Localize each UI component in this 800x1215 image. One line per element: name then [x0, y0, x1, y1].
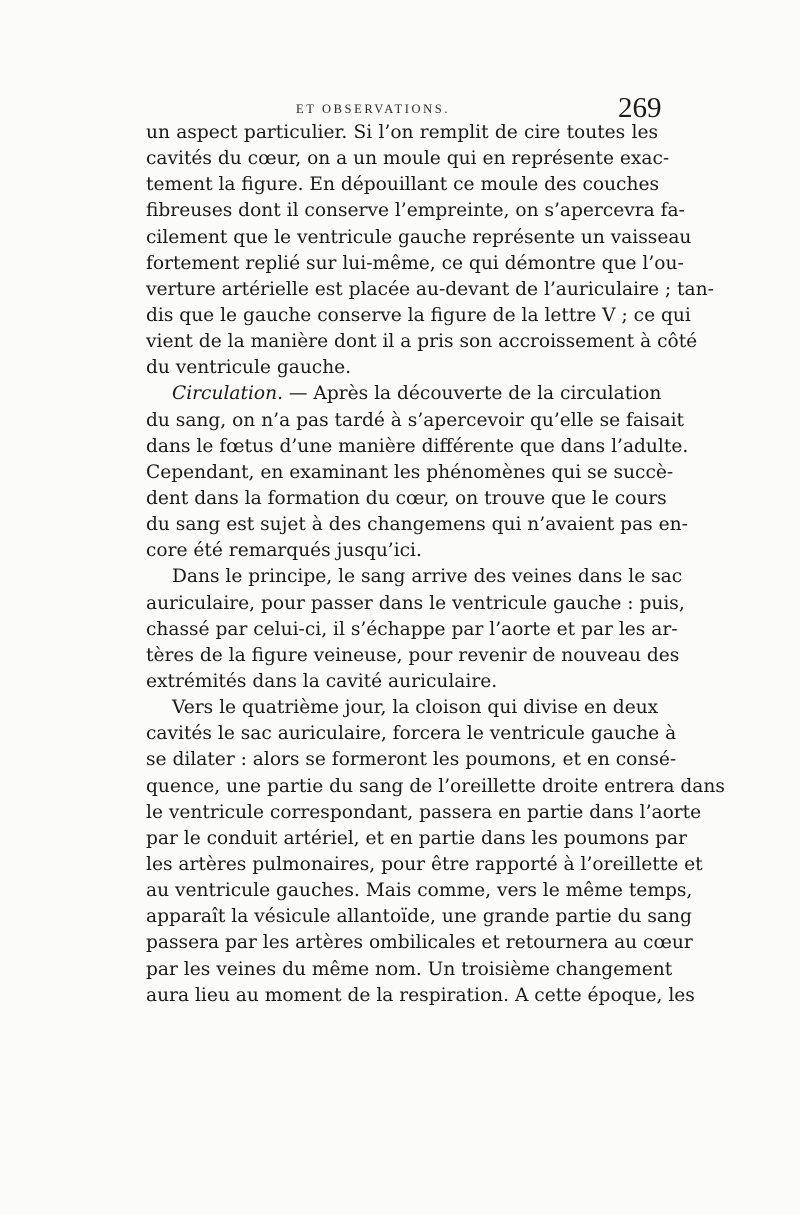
- text-line: auriculaire, pour passer dans le ventricule gauche : puis,: [146, 592, 685, 614]
- text-line: fibreuses dont il conserve l’empreinte, on s’apercevra fa-: [146, 200, 685, 222]
- running-head-title: ET OBSERVATIONS.: [296, 102, 451, 116]
- text-line: chassé par celui-ci, il s’échappe par l’aorte et par les ar-: [146, 618, 678, 640]
- text-line: par le conduit artériel, et en partie dans les poumons par: [146, 827, 687, 849]
- text-line: tères de la figure veineuse, pour revenir de nouveau des: [146, 644, 680, 666]
- text-line: tement la figure. En dépouillant ce moule des couches: [146, 174, 659, 196]
- text-line: quence, une partie du sang de l’oreillette droite entrera dans: [146, 775, 725, 797]
- text-line: cavités le sac auriculaire, forcera le ventricule gauche à: [146, 723, 677, 745]
- paragraph: [146, 381, 689, 564]
- text-line: du sang, on n’a pas tardé à s’apercevoir qu’elle se faisait: [146, 409, 684, 431]
- text-line: dis que le gauche conserve la figure de la lettre V ; ce qui: [146, 304, 691, 326]
- text-line: se dilater : alors se formeront les poumons, et en consé-: [146, 749, 677, 771]
- text-line: par les veines du même nom. Un troisième changement: [146, 958, 673, 980]
- text-line: un aspect particulier. Si l’on remplit de cire toutes les: [146, 122, 658, 143]
- text-line: [146, 381, 662, 407]
- page-number: 269: [618, 92, 662, 124]
- text-line: du sang est sujet à des changemens qui n’avaient pas en-: [146, 514, 688, 536]
- paragraph: [146, 564, 685, 695]
- text-line: vient de la manière dont il a pris son accroissement à côté: [146, 331, 698, 353]
- text-run: — Après la découverte de la circulation: [282, 383, 662, 405]
- text-line: au ventricule gauches. Mais comme, vers le même temps,: [146, 880, 693, 902]
- text-line: Dans le principe, le sang arrive des veines dans le sac: [172, 566, 683, 588]
- body-text: [146, 120, 725, 1009]
- text-line: Cependant, en examinant les phénomènes qui se succè-: [146, 461, 674, 483]
- text-line: fortement replié sur lui-même, ce qui démontre que l’ou-: [146, 252, 684, 274]
- paragraph: [146, 695, 725, 1009]
- text-line: dans le fœtus d’une manière différente que dans l’adulte.: [146, 435, 689, 457]
- text-line: verture artérielle est placée au-devant de l’auriculaire ; tan-: [146, 278, 714, 300]
- paragraph: [146, 120, 714, 381]
- text-line: core été remarqués jusqu’ici.: [146, 540, 422, 562]
- text-line: cavités du cœur, on a un moule qui en représente exac-: [146, 148, 670, 170]
- text-line: passera par les artères ombilicales et retournera au cœur: [146, 932, 693, 954]
- text-line: apparaît la vésicule allantoïde, une grande partie du sang: [146, 906, 692, 928]
- text-line: dent dans la formation du cœur, on trouve que le cours: [146, 487, 667, 509]
- text-line: le ventricule correspondant, passera en partie dans l’aorte: [146, 801, 702, 823]
- text-line: aura lieu au moment de la respiration. A cette époque, les: [146, 984, 695, 1006]
- text-line: Vers le quatrième jour, la cloison qui divise en deux: [172, 697, 659, 719]
- text-line: du ventricule gauche.: [146, 357, 352, 379]
- text-line: extrémités dans la cavité auriculaire.: [146, 670, 498, 692]
- text-line: cilement que le ventricule gauche représente un vaisseau: [146, 226, 692, 248]
- section-heading: Circulation.: [172, 383, 283, 405]
- text-line: les artères pulmonaires, pour être rapporté à l’oreillette et: [146, 853, 703, 875]
